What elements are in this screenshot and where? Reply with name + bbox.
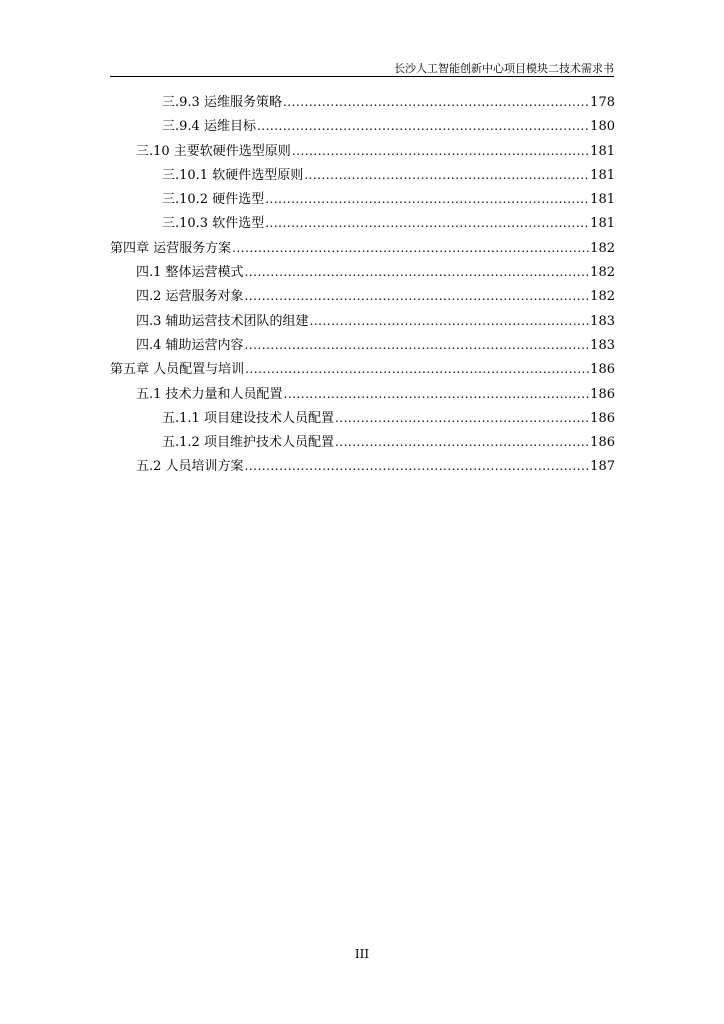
- toc-entry-page: 181: [590, 192, 615, 208]
- toc-entry[interactable]: [110, 187, 615, 211]
- toc-entry-page: 186: [590, 362, 615, 378]
- toc-entry-title: 五.2 人员培训方案: [136, 459, 244, 475]
- toc-entry[interactable]: [110, 357, 615, 381]
- toc-entry-title: 四.1 整体运营模式: [136, 265, 244, 281]
- toc-entry[interactable]: [110, 333, 615, 357]
- toc-entry-page: 186: [590, 410, 615, 426]
- toc-entry-title: 四.3 辅助运营技术团队的组建: [136, 313, 309, 329]
- toc-entry-title: 三.9.4 运维目标: [162, 119, 256, 135]
- toc-entry-page: 181: [590, 216, 615, 232]
- toc-entry-title: 三.10.2 硬件选型: [162, 192, 265, 208]
- toc-entry-title: 五.1.1 项目建设技术人员配置: [162, 410, 334, 426]
- toc-dot-leader: [265, 187, 589, 211]
- toc-entry[interactable]: [110, 260, 615, 284]
- toc-entry-page: 187: [590, 459, 615, 475]
- toc-dot-leader: [310, 309, 590, 333]
- toc-entry-title: 三.10.3 软件选型: [162, 216, 265, 232]
- toc-entry-title: 第五章 人员配置与培训: [110, 362, 245, 378]
- toc-entry-title: 三.10 主要软硬件选型原则: [136, 143, 291, 159]
- table-of-contents: [110, 90, 615, 479]
- toc-entry[interactable]: [110, 163, 615, 187]
- toc-entry[interactable]: [110, 430, 615, 454]
- toc-entry-title: 四.2 运营服务对象: [136, 289, 244, 305]
- toc-dot-leader: [232, 236, 589, 260]
- toc-entry-title: 五.1.2 项目维护技术人员配置: [162, 435, 334, 451]
- toc-dot-leader: [292, 139, 589, 163]
- toc-entry[interactable]: [110, 139, 615, 163]
- toc-entry-page: 183: [590, 337, 615, 353]
- toc-dot-leader: [265, 211, 589, 235]
- toc-entry[interactable]: [110, 454, 615, 478]
- toc-entry-title: 第四章 运营服务方案: [110, 240, 232, 256]
- toc-entry-page: 182: [590, 240, 615, 256]
- toc-entry-title: 三.9.3 运维服务策略: [162, 95, 282, 110]
- toc-dot-leader: [335, 406, 589, 430]
- toc-dot-leader: [245, 454, 590, 478]
- toc-entry-page: 180: [590, 119, 615, 135]
- toc-dot-leader: [335, 430, 589, 454]
- toc-entry[interactable]: [110, 382, 615, 406]
- toc-entry-page: 181: [590, 143, 615, 159]
- toc-entry-page: 181: [590, 167, 615, 183]
- toc-entry-page: 186: [590, 435, 615, 451]
- header-rule: [110, 76, 614, 77]
- toc-dot-leader: [245, 260, 590, 284]
- toc-entry[interactable]: [110, 309, 615, 333]
- toc-dot-leader: [304, 163, 589, 187]
- toc-entry[interactable]: [110, 211, 615, 235]
- toc-entry-title: 四.4 辅助运营内容: [136, 337, 244, 353]
- toc-dot-leader: [283, 90, 589, 114]
- toc-entry[interactable]: [110, 284, 615, 308]
- toc-entry[interactable]: [110, 406, 615, 430]
- toc-entry-page: 178: [590, 95, 615, 110]
- toc-entry[interactable]: [110, 114, 615, 138]
- toc-entry[interactable]: [110, 236, 615, 260]
- toc-entry-page: 186: [590, 386, 615, 402]
- toc-dot-leader: [245, 357, 589, 381]
- toc-entry-page: 182: [590, 265, 615, 281]
- toc-entry-title: 五.1 技术力量和人员配置: [136, 386, 283, 402]
- toc-dot-leader: [245, 333, 590, 357]
- toc-dot-leader: [284, 382, 590, 406]
- toc-entry-page: 183: [590, 313, 615, 329]
- toc-dot-leader: [245, 284, 590, 308]
- toc-dot-leader: [257, 114, 589, 138]
- toc-entry-page: 182: [590, 289, 615, 305]
- page-number: III: [354, 947, 370, 961]
- running-header-title: 长沙人工智能创新中心项目模块二技术需求书: [394, 62, 614, 75]
- toc-entry[interactable]: [110, 90, 615, 114]
- toc-entry-title: 三.10.1 软硬件选型原则: [162, 167, 304, 183]
